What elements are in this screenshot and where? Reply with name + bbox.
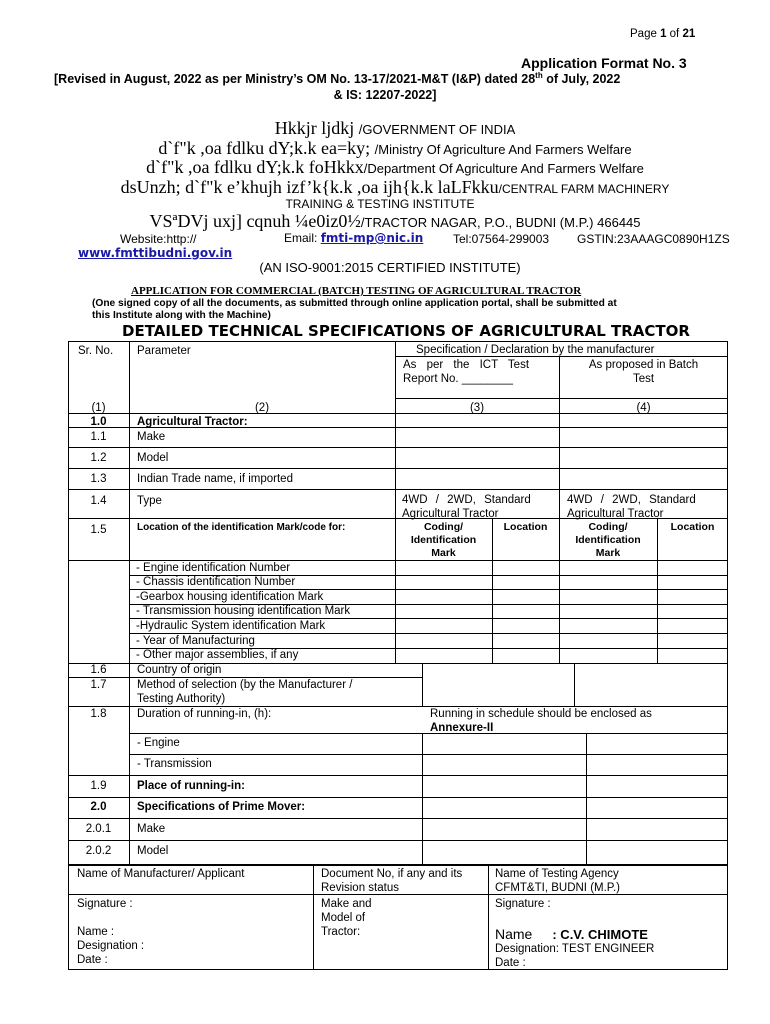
row-1-1-param: Make bbox=[137, 431, 166, 443]
header-batch-1: As proposed in Batch bbox=[588, 359, 699, 371]
col-num-3: (3) bbox=[469, 402, 485, 414]
address-hindi: VSªDVj uxj] cqnuh ¼e0iz0½ bbox=[149, 211, 361, 231]
page-current: 1 bbox=[660, 28, 667, 40]
running-in-note-1: Running in schedule should be enclosed as bbox=[430, 708, 652, 720]
row-1-5-no: 1.5 bbox=[90, 524, 107, 536]
col-line-2 bbox=[395, 341, 396, 663]
row-1-5-param: Location of the identification Mark/code for: bbox=[137, 522, 346, 533]
row-1-7-no: 1.7 bbox=[90, 679, 107, 691]
revision-note bbox=[54, 71, 620, 86]
row-2-0-param: Specifications of Prime Mover: bbox=[137, 801, 306, 813]
ministry-line bbox=[0, 138, 770, 159]
website-link[interactable]: www.fmttibudni.gov.in bbox=[78, 246, 233, 260]
running-in-engine: - Engine bbox=[137, 737, 180, 749]
document-no-label-1: Document No, if any and its bbox=[321, 868, 463, 880]
row-1-2-no: 1.2 bbox=[90, 452, 107, 464]
engineer-designation: Designation: TEST ENGINEER bbox=[495, 943, 655, 955]
applicant-name: Name : bbox=[77, 926, 115, 938]
testing-agency-label: Name of Testing Agency bbox=[495, 868, 619, 880]
sub-item: - Other major assemblies, if any bbox=[136, 649, 299, 661]
page-total: 21 bbox=[682, 28, 696, 40]
col-line-coding-3 bbox=[492, 518, 493, 663]
running-in-note-2: Annexure-II bbox=[430, 722, 494, 734]
institute-line bbox=[0, 177, 770, 198]
institute-hindi: dsUnzh; d`f"k e’khujh izf’k{k.k ,oa ijh{k.k laLFkku bbox=[120, 177, 499, 197]
row-1-6-param: Country of origin bbox=[137, 664, 222, 676]
row-1-4-batch-type-2: Agricultural Tractor bbox=[567, 508, 664, 520]
col-line-coding-4 bbox=[657, 518, 658, 663]
row-2-0-2-no: 2.0.2 bbox=[85, 845, 112, 857]
applicant-date: Date : bbox=[77, 954, 108, 966]
row-1-6-no: 1.6 bbox=[90, 664, 107, 676]
institute-english-1: /CENTRAL FARM MACHINERY bbox=[498, 182, 670, 196]
telephone: Tel:07564-299003 bbox=[453, 232, 550, 246]
ict-coding-header bbox=[395, 521, 492, 560]
manufacturer-label: Name of Manufacturer/ Applicant bbox=[77, 868, 245, 880]
main-title: DETAILED TECHNICAL SPECIFICATIONS OF AGRICULTURAL TRACTOR bbox=[122, 322, 690, 340]
sub-item: -Hydraulic System identification Mark bbox=[136, 620, 326, 632]
row-1-8-param: Duration of running-in, (h): bbox=[137, 708, 272, 720]
batch-location-header: Location bbox=[670, 521, 715, 533]
dept-hindi: d`f"k ,oa fdlku dY;k.k foHkkx bbox=[146, 157, 364, 177]
sub-item: - Transmission housing identification Mark bbox=[136, 605, 351, 617]
ict-coding-2: Identification bbox=[410, 534, 477, 546]
ministry-english: /Ministry Of Agriculture And Farmers Welfare bbox=[374, 142, 632, 157]
institute-english-2: TRAINING & TESTING INSTITUTE bbox=[285, 197, 475, 211]
gov-hindi: Hkkjr ljdkj bbox=[274, 118, 359, 138]
batch-coding-3: Mark bbox=[595, 547, 621, 559]
page-label: Page bbox=[630, 28, 661, 40]
gstin: GSTIN:23AAAGC0890H1ZS bbox=[577, 232, 730, 246]
row-1-1-no: 1.1 bbox=[90, 431, 107, 443]
gov-line bbox=[0, 118, 770, 139]
header-batch-2: Test bbox=[632, 373, 655, 385]
engineer-name-value: : C.V. CHIMOTE bbox=[552, 927, 648, 942]
sub-item: - Chassis identification Number bbox=[136, 576, 296, 588]
revision-sup: th bbox=[535, 71, 543, 80]
row-1-7-param-2: Testing Authority) bbox=[137, 693, 226, 705]
testing-agency-name: CFMT&TI, BUDNI (M.P.) bbox=[495, 882, 621, 894]
batch-coding-1: Coding/ bbox=[588, 521, 628, 533]
col-line-18b bbox=[586, 733, 587, 865]
page-of: of bbox=[666, 28, 683, 40]
col-num-4: (4) bbox=[636, 402, 651, 414]
row-1-4-no: 1.4 bbox=[90, 495, 107, 507]
email-label: Email: bbox=[284, 231, 321, 245]
format-number: Application Format No. 3 bbox=[521, 55, 687, 71]
header-parameter: Parameter bbox=[137, 345, 191, 357]
row-1-9-param: Place of running-in: bbox=[137, 780, 245, 792]
gov-english: /GOVERNMENT OF INDIA bbox=[358, 122, 516, 137]
make-model-label-3: Tractor: bbox=[321, 926, 361, 938]
ministry-hindi: d`f"k ,oa fdlku dY;k.k ea=ky; bbox=[158, 138, 375, 158]
row-1-7-param-1: Method of selection (by the Manufacturer / bbox=[137, 679, 353, 691]
col-line-17b bbox=[574, 663, 575, 707]
dept-line bbox=[0, 157, 770, 178]
page-number bbox=[630, 27, 695, 41]
revision-text-2: of July, 2022 bbox=[542, 72, 621, 87]
col-line-1 bbox=[129, 341, 130, 865]
email-line bbox=[284, 231, 423, 245]
header-specification: Specification / Declaration by the manufacturer bbox=[416, 344, 655, 356]
running-in-transmission: - Transmission bbox=[137, 758, 212, 770]
application-title: APPLICATION FOR COMMERCIAL (BATCH) TESTING OF AGRICULTURAL TRACTOR bbox=[131, 285, 582, 297]
header-ict-2: Report No. ________ bbox=[403, 373, 513, 385]
col-line-18 bbox=[422, 733, 423, 865]
row-2-0-1-no: 2.0.1 bbox=[85, 823, 112, 835]
col-line-17 bbox=[422, 663, 423, 707]
make-model-label-2: Model of bbox=[321, 912, 366, 924]
applicant-designation: Designation : bbox=[77, 940, 145, 952]
row-1-0-no: 1.0 bbox=[90, 416, 107, 428]
address-line bbox=[0, 211, 770, 232]
website-line bbox=[78, 246, 232, 260]
sub-item: - Year of Manufacturing bbox=[136, 635, 255, 647]
header-srno: Sr. No. bbox=[78, 345, 114, 357]
row-2-0-no: 2.0 bbox=[90, 801, 107, 813]
sub-item: -Gearbox housing identification Mark bbox=[136, 591, 324, 603]
engineer-name-label: Name bbox=[495, 926, 533, 942]
submission-note-1: (One signed copy of all the documents, as submitted through online application portal, shall be submitted at bbox=[92, 298, 617, 309]
iso-line: (AN ISO-9001:2015 CERTIFIED INSTITUTE) bbox=[259, 260, 521, 275]
row-1-0-param: Agricultural Tractor: bbox=[137, 416, 248, 428]
row-1-4-ict-type-2: Agricultural Tractor bbox=[402, 508, 499, 520]
row-1-9-no: 1.9 bbox=[90, 780, 107, 792]
agency-signature: Signature : bbox=[495, 898, 551, 910]
row-2-0-1-param: Make bbox=[137, 823, 166, 835]
document-no-label-2: Revision status bbox=[321, 882, 399, 894]
batch-coding-2: Identification bbox=[575, 534, 641, 546]
email-link[interactable]: fmti-mp@nic.in bbox=[320, 231, 424, 245]
row-1-3-param: Indian Trade name, if imported bbox=[137, 473, 293, 485]
engineer-date: Date : bbox=[495, 957, 526, 969]
row-1-3-no: 1.3 bbox=[90, 473, 107, 485]
make-model-label-1: Make and bbox=[321, 898, 372, 910]
col-num-1: (1) bbox=[91, 402, 106, 414]
dept-english: /Department Of Agriculture And Farmers Welfare bbox=[363, 161, 644, 176]
applicant-signature: Signature : bbox=[77, 898, 133, 910]
row-1-8-no: 1.8 bbox=[90, 708, 107, 720]
sub-item: - Engine identification Number bbox=[136, 562, 291, 574]
batch-coding-header bbox=[559, 521, 657, 560]
ict-coding-3: Mark bbox=[431, 547, 456, 559]
row-1-4-ict-type-1: 4WD / 2WD, Standard bbox=[402, 494, 531, 506]
row-1-2-param: Model bbox=[137, 452, 169, 464]
col-num-2: (2) bbox=[254, 402, 270, 414]
website-label: Website:http:// bbox=[120, 232, 197, 246]
row-1-4-param: Type bbox=[137, 495, 162, 507]
submission-note-2: this Institute along with the Machine) bbox=[92, 310, 271, 321]
header-ict-1: As per the ICT Test bbox=[403, 359, 530, 371]
revision-text-1: [Revised in August, 2022 as per Ministry’s OM No. 13-17/2021-M&T (I&P) dated 28 bbox=[54, 72, 536, 87]
revision-is: & IS: 12207-2022] bbox=[333, 88, 437, 102]
address-english: /TRACTOR NAGAR, P.O., BUDNI (M.P.) 466445 bbox=[360, 215, 641, 230]
ict-location-header: Location bbox=[503, 521, 548, 533]
row-2-0-2-param: Model bbox=[137, 845, 169, 857]
row-1-4-batch-type-1: 4WD / 2WD, Standard bbox=[567, 494, 696, 506]
ict-coding-1: Coding/ bbox=[423, 521, 464, 533]
